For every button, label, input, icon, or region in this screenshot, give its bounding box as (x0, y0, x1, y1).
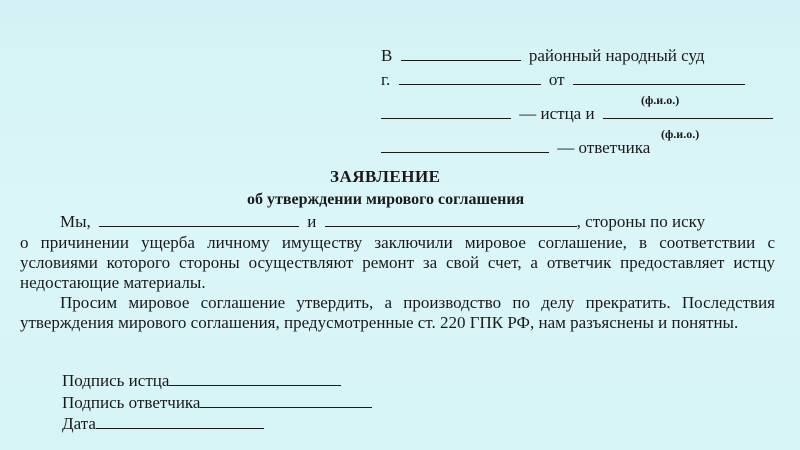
doc-title: ЗАЯВЛЕНИЕ (330, 167, 441, 186)
defendant-signature-blank (200, 393, 372, 408)
plaintiff-blank (381, 104, 511, 119)
city-prefix: г. (381, 70, 391, 89)
date-label: Дата (62, 414, 96, 433)
parties-line (60, 212, 705, 232)
fio-note-2: (ф.и.о.) (661, 127, 700, 141)
plaintiff-name-blank (603, 104, 773, 119)
from-label: от (548, 70, 565, 89)
plaintiff-signature-line (62, 371, 341, 391)
court-prefix: В (381, 46, 393, 65)
paragraph-2 (20, 293, 775, 333)
defendant-signature-label: Подпись ответчика (62, 393, 201, 412)
paragraph-1: о причинении ущерба личному имуществу заключили мировое соглашение, в соответствии с условиями которого стороны осуществляют ремонт за свой счет, а ответчик предоставляет истцу недостающие материалы. (20, 233, 775, 292)
fio-note-1: (ф.и.о.) (641, 93, 680, 107)
defendant-blank (381, 138, 549, 153)
we-label: Мы, (60, 212, 91, 231)
party2-blank (325, 212, 577, 227)
court-line (381, 46, 705, 66)
plaintiff-label: — истца и (519, 104, 595, 123)
plaintiff-signature-blank (169, 371, 341, 386)
paragraph-2-text: Просим мировое соглашение утвердить, а производство по делу прекратить. Последствия утверждения мирового соглашения, предусмотренные ст. 220 ГПК РФ, нам разъяснены и понятны. (20, 293, 775, 332)
parties-end: , стороны по иску (576, 212, 706, 231)
date-blank (96, 414, 264, 429)
date-line (62, 414, 264, 434)
city-blank (399, 70, 541, 85)
defendant-signature-line (62, 393, 372, 413)
defendant-line (381, 138, 650, 158)
plaintiff-signature-label: Подпись истца (62, 371, 170, 390)
court-name-blank (401, 46, 521, 61)
court-suffix: районный народный суд (528, 46, 705, 65)
doc-subtitle: об утверждении мирового соглашения (247, 191, 525, 208)
plaintiff-line (381, 104, 773, 124)
and-label: и (307, 212, 317, 231)
party1-blank (99, 212, 299, 227)
defendant-label: — ответчика (557, 138, 651, 157)
city-line (381, 70, 745, 90)
from-blank (573, 70, 745, 85)
